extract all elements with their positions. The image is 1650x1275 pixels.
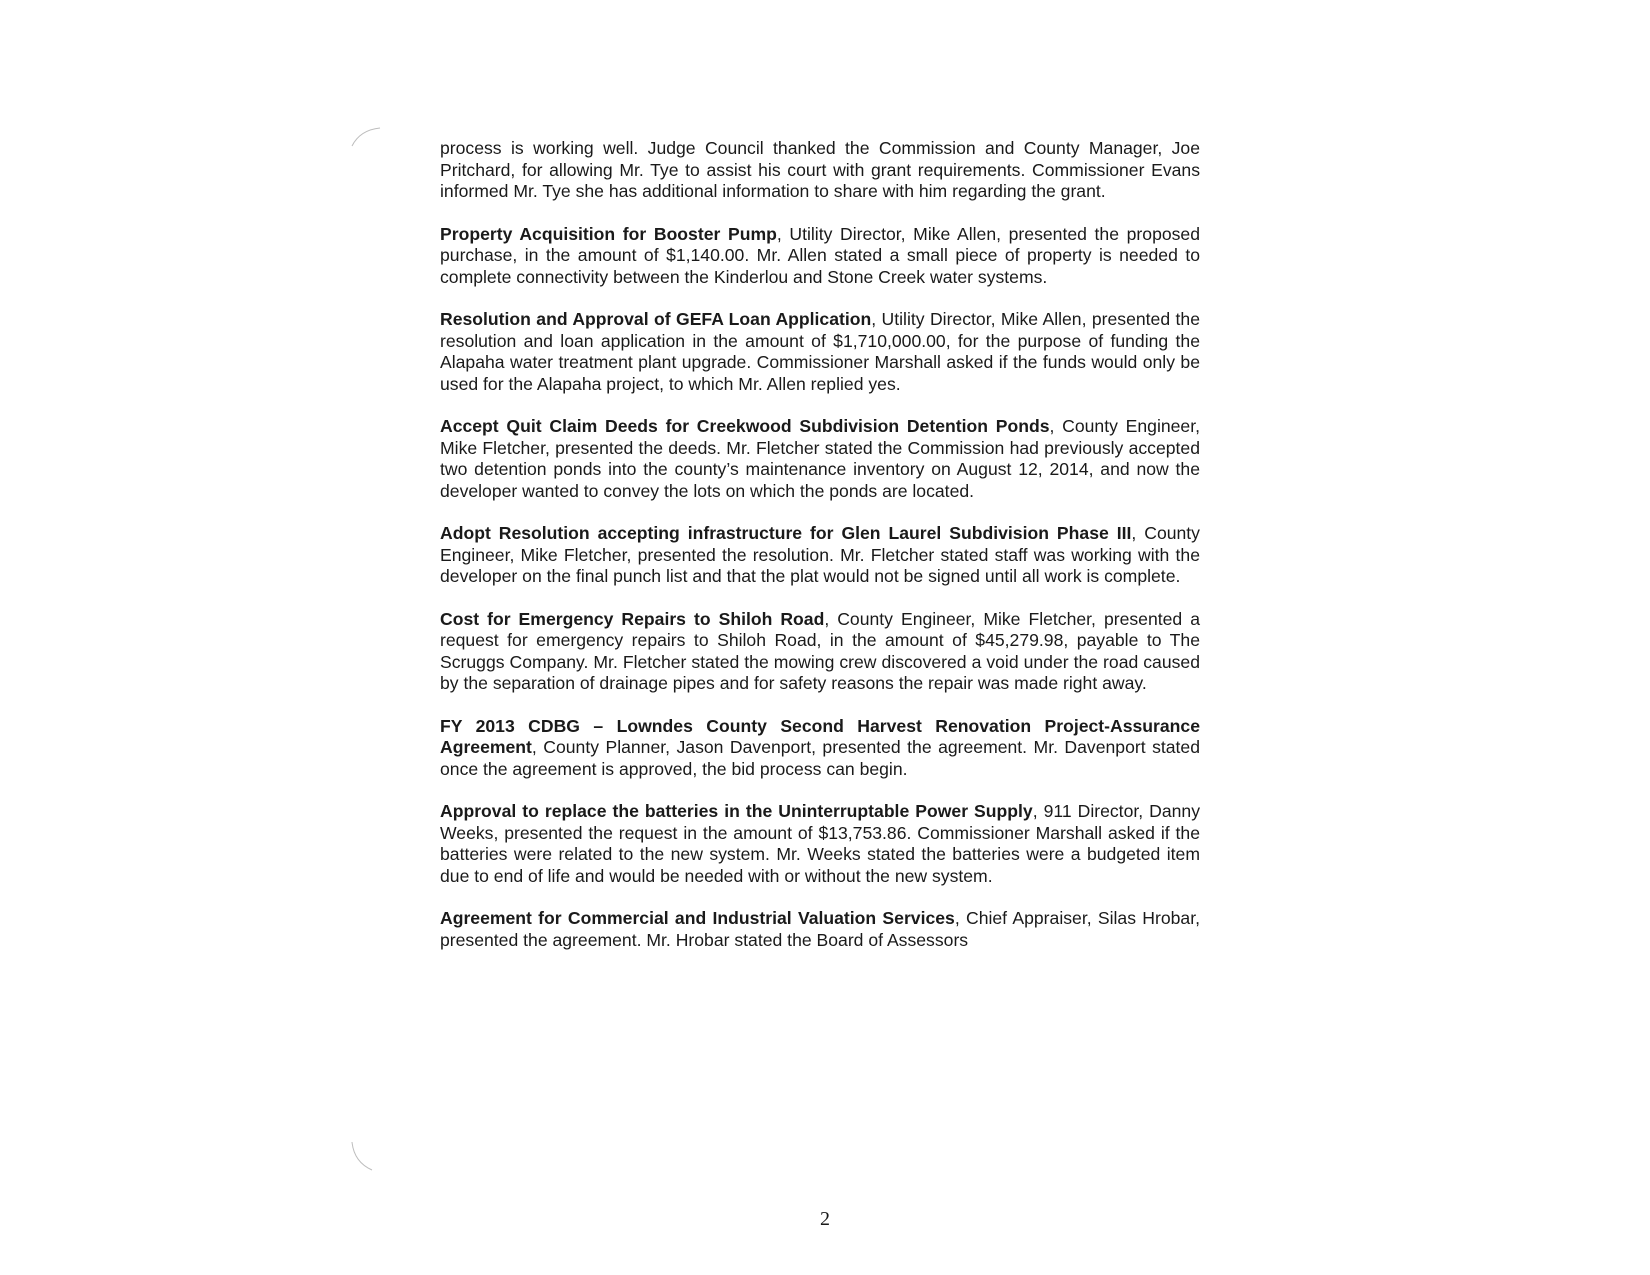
paragraph-text: , County Planner, Jason Davenport, presented the agreement. Mr. Davenport stated once the agreement is approved, the bid process can begin. [440,737,1200,779]
paragraph-heading: Resolution and Approval of GEFA Loan Application [440,309,872,329]
paragraph-text: , County Engineer, Mike Fletcher, presented a request for emergency repairs to Shiloh Road, in the amount of $45,279.98, payable to The Scruggs Company. Mr. Fletcher stated the mowing crew discovered a void under the road caused by the separation of drainage pipes and for safety reasons the repair was made right away. [440,608,1200,693]
paragraph-heading: Accept Quit Claim Deeds for Creekwood Subdivision Detention Ponds [440,416,1050,436]
paragraph-text: , County Engineer, Mike Fletcher, presented the deeds. Mr. Fletcher stated the Commission had previously accepted two detention ponds into the county’s maintenance inventory on August 12, 2014, and now the developer wanted to convey the lots on which the ponds are located. [440,416,1200,501]
paragraph-booster-pump [440,224,1200,289]
paragraph-text: , Chief Appraiser, Silas Hrobar, presented the agreement. Mr. Hrobar stated the Board of Assessors [440,908,1200,950]
paragraph-heading: Agreement for Commercial and Industrial Valuation Services [440,908,955,928]
paragraph-heading: Adopt Resolution accepting infrastructure for Glen Laurel Subdivision Phase III [440,523,1132,543]
paragraph-glen-laurel [440,523,1200,588]
paragraph-text: , Utility Director, Mike Allen, presented the resolution and loan application in the amount of $1,710,000.00, for the purpose of funding the Alapaha water treatment plant upgrade. Commissioner Marshall asked if the funds would only be used for the Alapaha project, to which Mr. Allen replied yes. [440,309,1200,394]
minutes-body [440,138,1200,972]
paragraph-heading: Approval to replace the batteries in the Uninterruptable Power Supply [440,801,1033,821]
paragraph-gefa-loan [440,309,1200,395]
paragraph-heading: Cost for Emergency Repairs to Shiloh Road [440,608,825,629]
paragraph-text: , 911 Director, Danny Weeks, presented the request in the amount of $13,753.86. Commissioner Marshall asked if the batteries were related to the new system. Mr. Weeks stated the batteries were a budgeted item due to end of life and would be needed with or without the new system. [440,801,1200,886]
page-number: 2 [820,1208,830,1230]
paragraph-valuation-services [440,908,1200,951]
scan-artifact-bottom-left [348,1140,388,1180]
paragraph-text: process is working well. Judge Council thanked the Commission and County Manager, Joe Pritchard, for allowing Mr. Tye to assist his court with grant requirements. Commissioner Evans informed Mr. Tye she has additional information to share with him regarding the grant. [440,138,1200,201]
paragraph-quit-claim-deeds [440,416,1200,502]
paragraph-text: , Utility Director, Mike Allen, presented the proposed purchase, in the amount of $1,140.00. Mr. Allen stated a small piece of property is needed to complete connectivity between the Kinderlou and Stone Creek water systems. [440,223,1201,287]
paragraph-grant-process [440,138,1200,203]
paragraph-cdbg-agreement [440,716,1200,781]
paragraph-shiloh-road [440,609,1200,695]
paragraph-heading: FY 2013 CDBG – Lowndes County Second Harvest Renovation Project-Assurance Agreement [440,715,1200,757]
scan-artifact-top-left [350,124,390,154]
paragraph-heading: Property Acquisition for Booster Pump [440,223,777,244]
paragraph-ups-batteries [440,801,1200,887]
paragraph-text: , County Engineer, Mike Fletcher, presented the resolution. Mr. Fletcher stated staff was working with the developer on the final punch list and that the plat would not be signed until all work is complete. [440,523,1200,586]
